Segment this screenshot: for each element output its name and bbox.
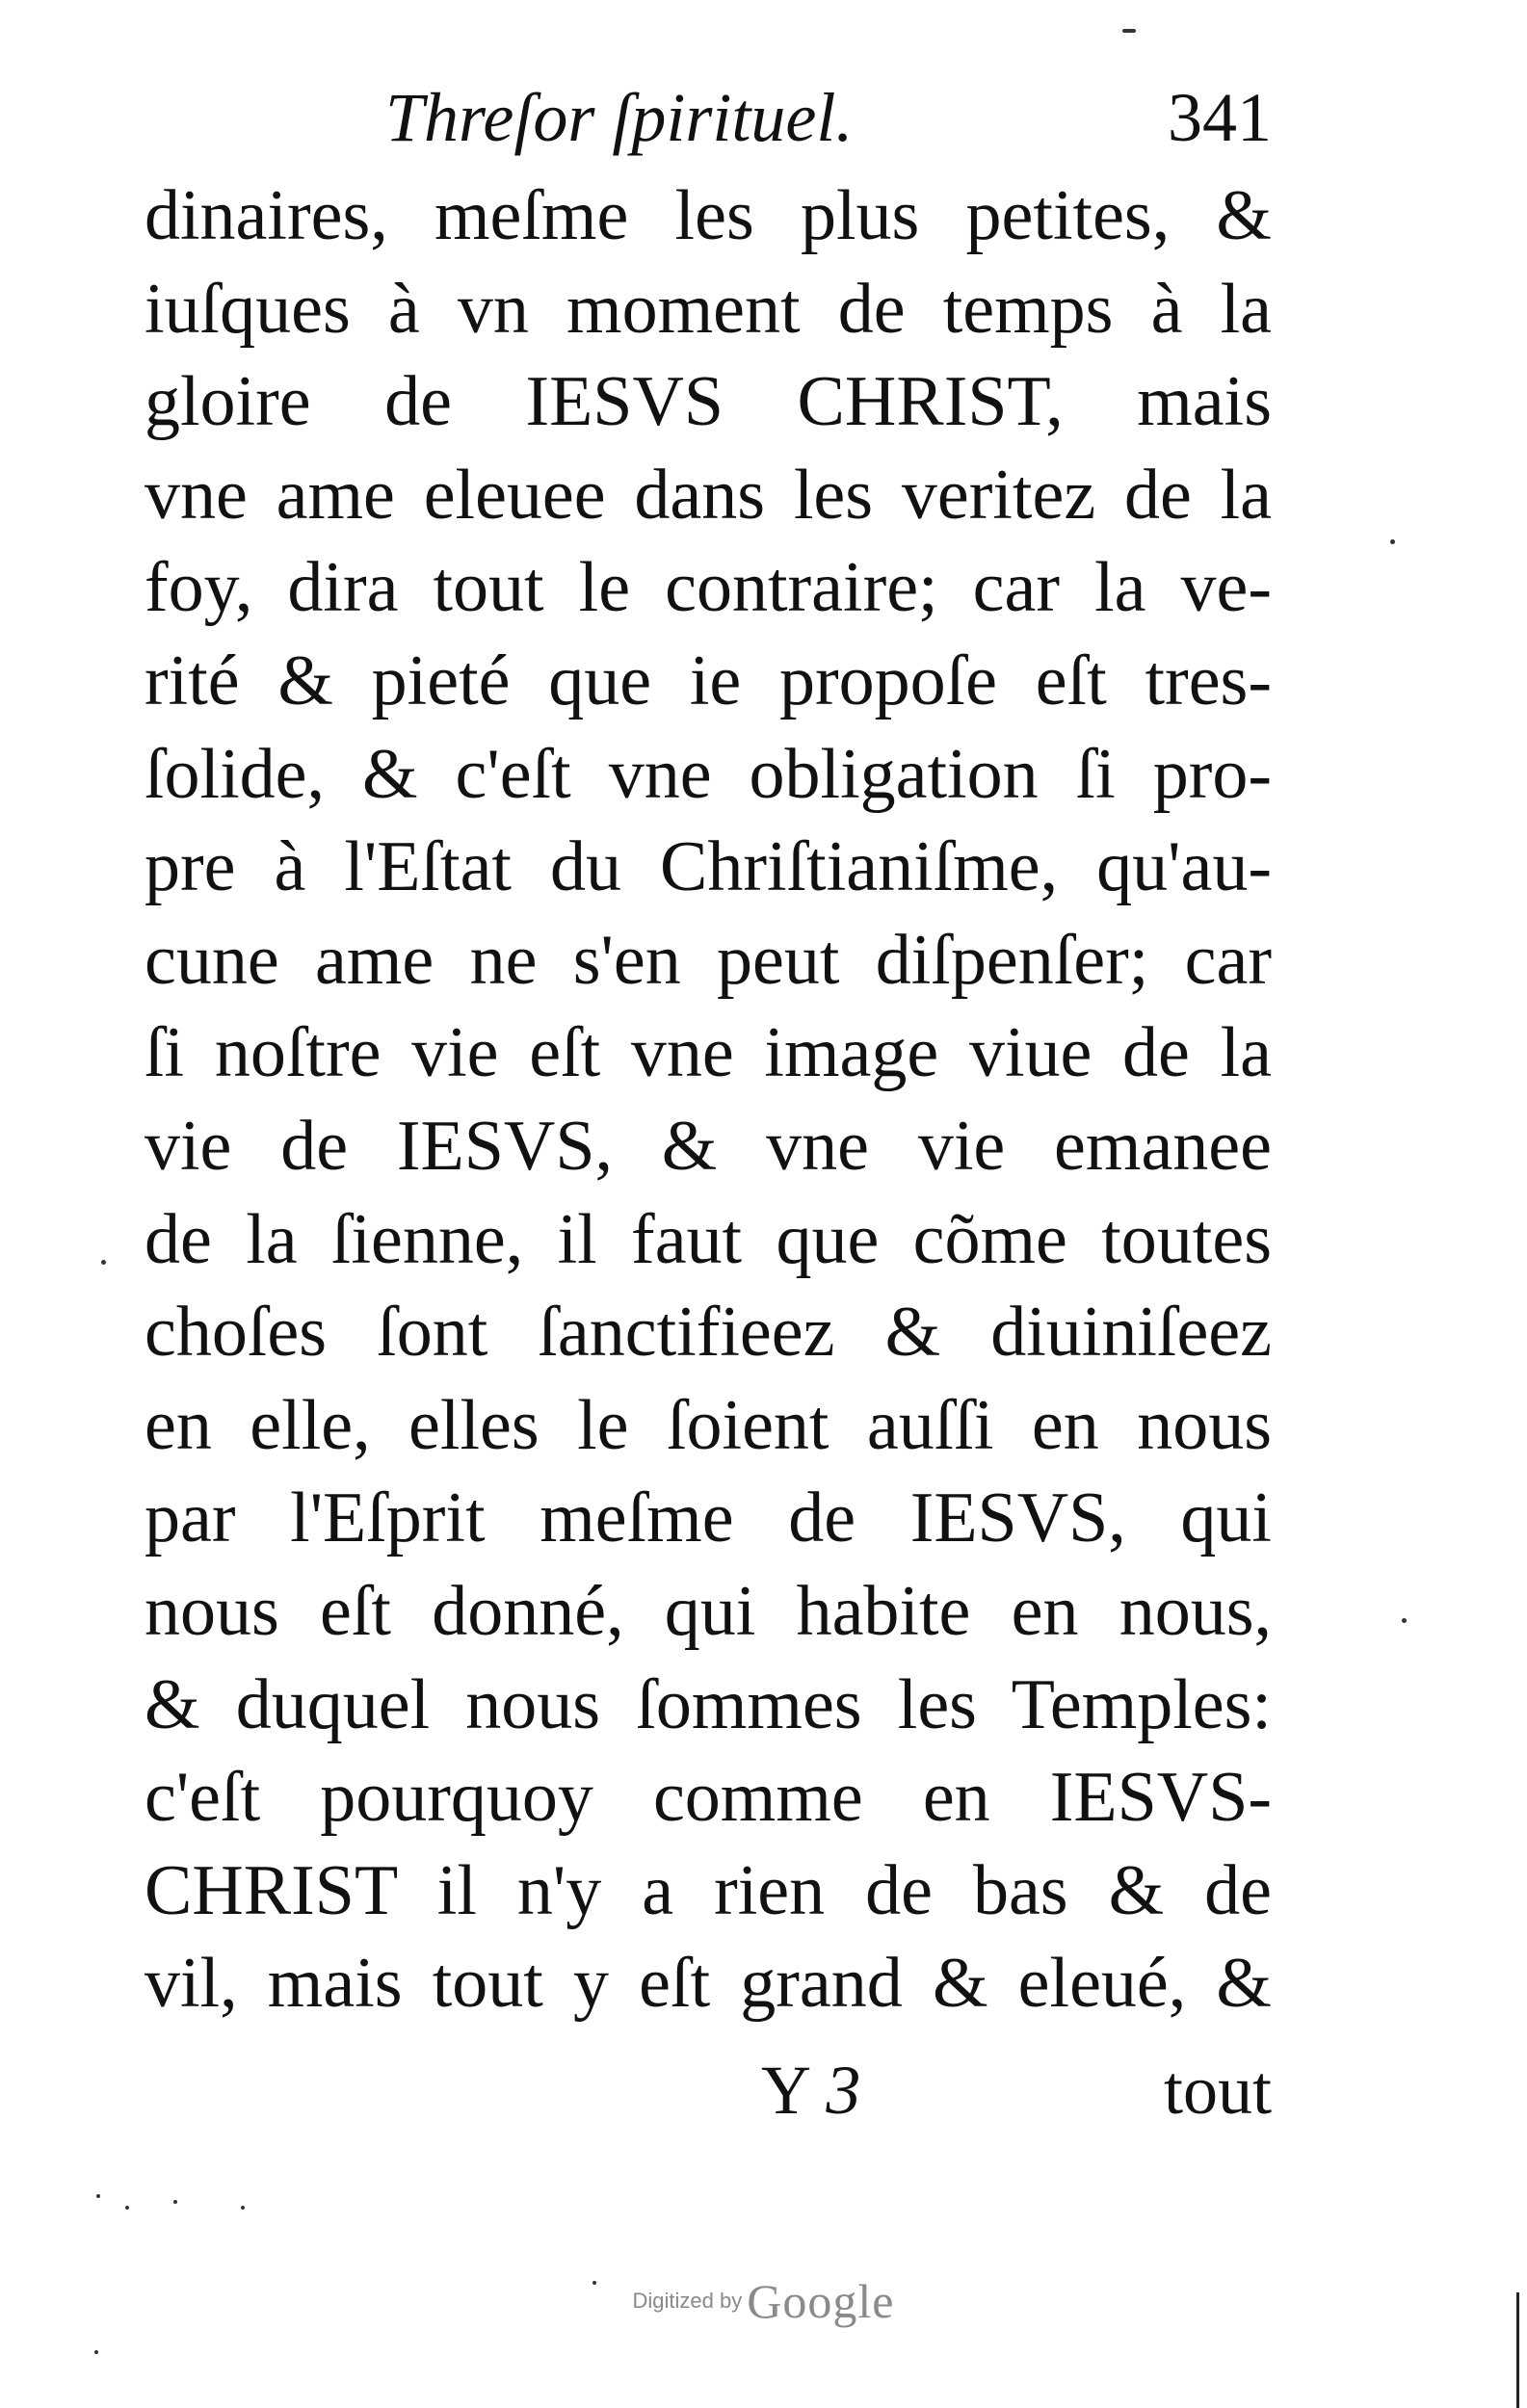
- text-line: vne ame eleuee dans les veritez de la: [145, 455, 1272, 535]
- text-line: de la ſienne, il faut que cõme toutes: [145, 1199, 1272, 1279]
- text-line: CHRIST il n'y a rien de bas & de: [145, 1850, 1272, 1930]
- ink-speck: [592, 2281, 596, 2285]
- text-line: par l'Eſprit meſme de IESVS, qui: [145, 1479, 1272, 1558]
- text-line: pre à l'Eſtat du Chriſtianiſme, qu'au-: [145, 827, 1272, 907]
- text-line: ſi noſtre vie eſt vne image viue de la: [145, 1013, 1272, 1093]
- text-line: vie de IESVS, & vne vie emanee: [145, 1106, 1272, 1186]
- text-line: & duquel nous ſommes les Temples:: [145, 1664, 1272, 1744]
- ink-speck: [1122, 29, 1136, 33]
- body-text: [145, 170, 1272, 2030]
- watermark-prefix: Digitized by: [632, 2289, 743, 2313]
- page-number: 341: [1168, 79, 1272, 156]
- ink-speck: [1402, 1618, 1407, 1623]
- text-line: dinaires, meſme les plus petites, &: [145, 176, 1272, 255]
- page-header: [145, 69, 1272, 166]
- signature-letter: Y: [761, 2052, 809, 2129]
- ink-speck: [94, 2350, 98, 2354]
- signature-number: 3: [826, 2052, 861, 2129]
- page-footer: [145, 2042, 1272, 2138]
- signature-mark: [761, 2042, 860, 2138]
- text-line: choſes ſont ſanctifieez & diuiniſeez: [145, 1293, 1272, 1373]
- catchword: tout: [1163, 2052, 1272, 2129]
- digitized-watermark: [0, 2273, 1527, 2329]
- text-line: cune ame ne s'en peut diſpenſer; car: [145, 920, 1272, 1000]
- ink-speck: [96, 2194, 100, 2198]
- text-line: vil, mais tout y eſt grand & eleué, &: [145, 1944, 1272, 2024]
- text-line: ſolide, & c'eſt vne obligation ſi pro-: [145, 734, 1272, 814]
- text-line: gloire de IESVS CHRIST, mais: [145, 362, 1272, 442]
- ink-speck: [1390, 539, 1395, 544]
- text-line: iuſques à vn moment de temps à la: [145, 269, 1272, 349]
- ink-speck: [173, 2200, 177, 2204]
- ink-speck: [125, 2206, 129, 2210]
- text-line: foy, dira tout le contraire; car la ve-: [145, 548, 1272, 628]
- watermark-brand: Google: [747, 2274, 895, 2328]
- text-line: en elle, elles le ſoient auſſi en nous: [145, 1385, 1272, 1465]
- running-title: Threſor ſpirituel.: [385, 79, 854, 156]
- text-line: rité & pieté que ie propoſe eſt tres-: [145, 641, 1272, 720]
- text-line: nous eſt donné, qui habite en nous,: [145, 1571, 1272, 1651]
- ink-speck: [241, 2206, 245, 2210]
- ink-speck: [101, 1260, 106, 1265]
- page-edge-shadow: [1516, 2292, 1519, 2408]
- text-line: c'eſt pourquoy comme en IESVS-: [145, 1758, 1272, 1838]
